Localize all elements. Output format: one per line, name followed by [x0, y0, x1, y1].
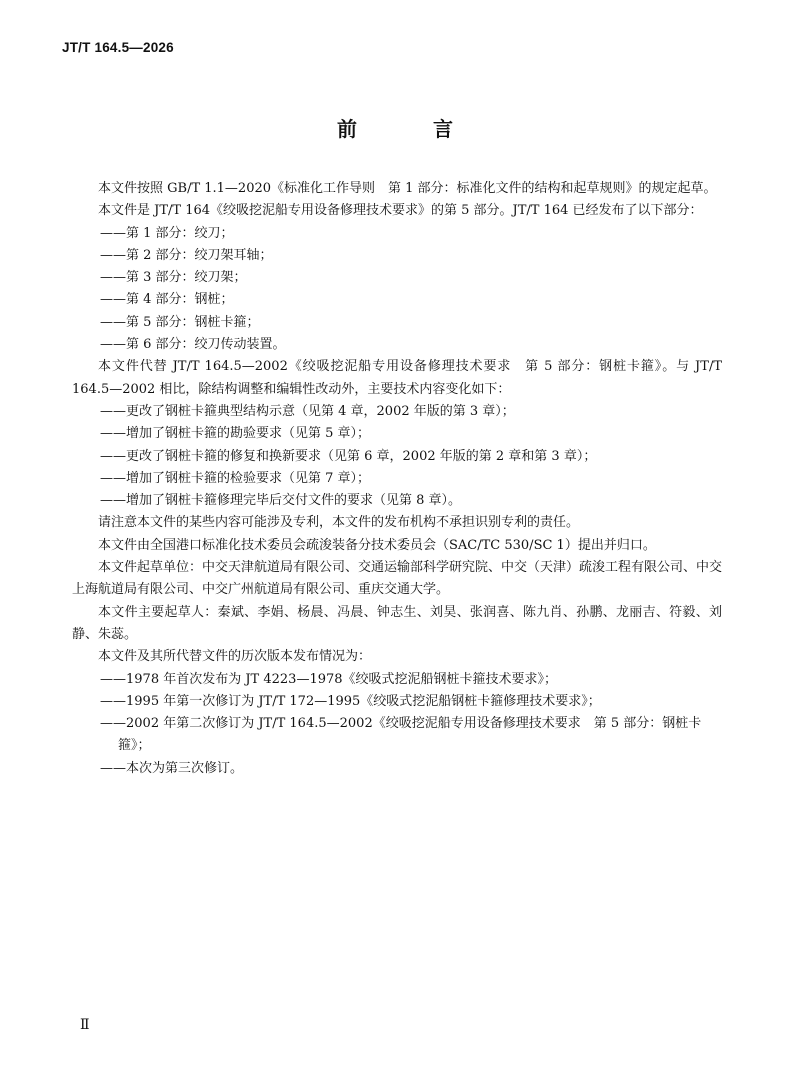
list-item-history: ——本次为第三次修订。	[100, 760, 244, 776]
list-item-part: ——第 6 部分：绞刀传动装置。	[100, 337, 286, 353]
list-item-part: ——第 2 部分：绞刀架耳轴；	[100, 247, 273, 263]
paragraph-patent-notice: 请注意本文件的某些内容可能涉及专利，本文件的发布机构不承担识别专利的责任。	[98, 515, 580, 531]
list-item-change: ——增加了钢桩卡箍的检验要求（见第 7 章）；	[100, 470, 371, 486]
paragraph-replacement: 本文件代替 JT/T 164.5—2002《绞吸挖泥船专用设备修理技术要求 第 5 部分：钢桩卡箍》。与 JT/T 164.5—2002 相比，除结构调整和编辑性改动外，主要技术内容变化如下：	[72, 359, 722, 397]
page-title: 前 言	[337, 117, 481, 141]
list-item-part: ——第 1 部分：绞刀；	[100, 225, 234, 241]
paragraph-proposer: 本文件由全国港口标准化技术委员会疏浚装备分技术委员会（SAC/TC 530/SC 1）提出并归口。	[98, 537, 656, 553]
list-item-history: ——2002 年第二次修订为 JT/T 164.5—2002《绞吸挖泥船专用设备修理技术要求 第 5 部分：钢桩卡箍》；	[100, 716, 702, 754]
foreword-body	[72, 178, 722, 780]
list-item-history: ——1978 年首次发布为 JT 4223—1978《绞吸式挖泥船钢桩卡箍技术要求》；	[100, 671, 558, 687]
list-item-change: ——增加了钢桩卡箍的勘验要求（见第 5 章）；	[100, 426, 371, 442]
list-item-part: ——第 5 部分：钢桩卡箍；	[100, 314, 260, 330]
paragraph-series-intro: 本文件是 JT/T 164《绞吸挖泥船专用设备修理技术要求》的第 5 部分。JT/T 164 已经发布了以下部分：	[98, 203, 703, 219]
paragraph-history-intro: 本文件及其所代替文件的历次版本发布情况为：	[98, 649, 372, 665]
list-item-part: ——第 4 部分：钢桩；	[100, 292, 234, 308]
list-item-change: ——更改了钢桩卡箍的修复和换新要求（见第 6 章，2002 年版的第 2 章和第 3 章）；	[100, 448, 597, 464]
paragraph-drafting-rules: 本文件按照 GB/T 1.1—2020《标准化工作导则 第 1 部分：标准化文件的结构和起草规则》的规定起草。	[98, 181, 717, 196]
list-item-change: ——更改了钢桩卡箍典型结构示意（见第 4 章，2002 年版的第 3 章）；	[100, 403, 515, 419]
paragraph-drafters: 本文件主要起草人：秦斌、李娟、杨晨、冯晨、钟志生、刘昊、张润喜、陈九肖、孙鹏、龙丽吉、符毅、刘静、朱蕊。	[72, 604, 722, 642]
page-number: Ⅱ	[80, 1017, 90, 1033]
list-item-change: ——增加了钢桩卡箍修理完毕后交付文件的要求（见第 8 章）。	[100, 493, 462, 509]
list-item-part: ——第 3 部分：绞刀架；	[100, 270, 247, 286]
paragraph-drafting-units: 本文件起草单位：中交天津航道局有限公司、交通运输部科学研究院、中交（天津）疏浚工程有限公司、中交上海航道局有限公司、中交广州航道局有限公司、重庆交通大学。	[72, 560, 723, 598]
document-code: JT/T 164.5—2026	[62, 40, 174, 55]
list-item-history: ——1995 年第一次修订为 JT/T 172—1995《绞吸式挖泥船钢桩卡箍修理技术要求》；	[100, 693, 601, 709]
